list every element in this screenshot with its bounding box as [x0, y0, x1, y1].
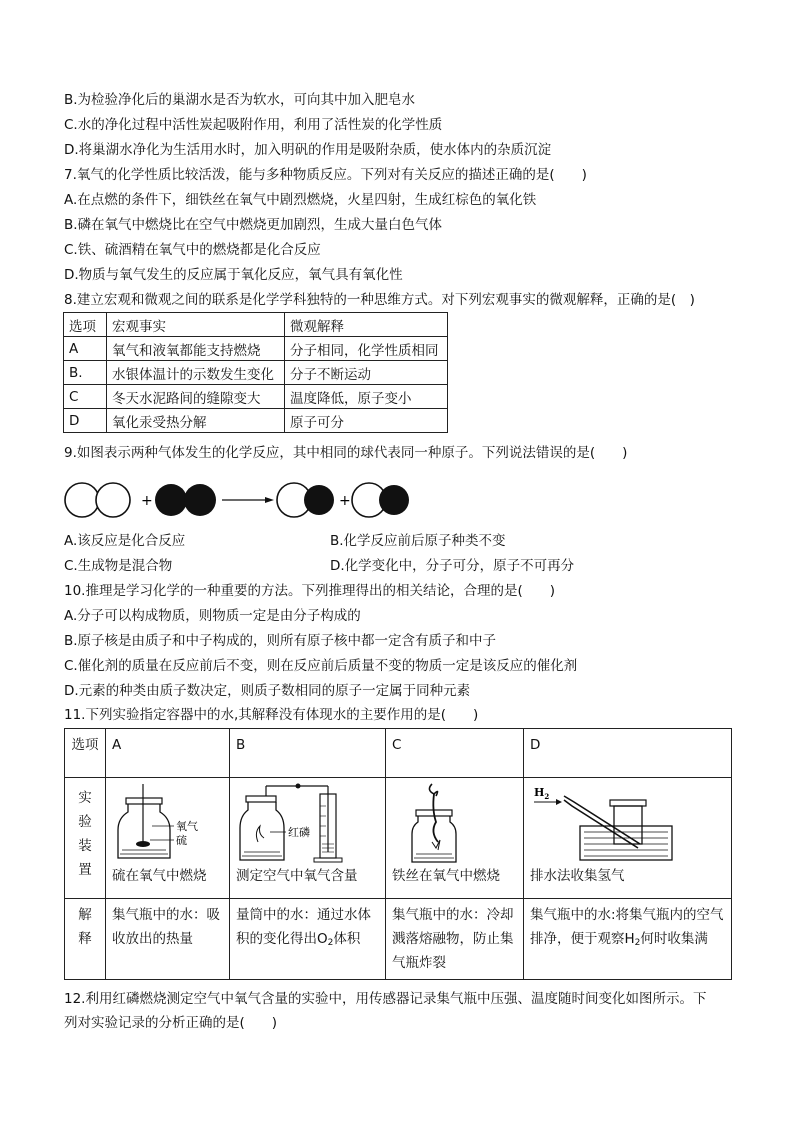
q10-option-c: C.催化剂的质量在反应前后不变，则在反应前后质量不变的物质一定是该反应的催化剂	[64, 658, 578, 674]
q12-stem-line-1: 12.利用红磷燃烧测定空气中氧气含量的实验中，用传感器记录集气瓶中压强、温度随时间变化如图所示。下	[64, 991, 707, 1007]
table-header-cell: 微观解释	[285, 313, 448, 337]
table-header-cell: 选项	[64, 313, 107, 337]
row-label-text: 选项	[71, 737, 99, 753]
table-cell: D	[524, 729, 732, 778]
plus-sign: +	[141, 493, 153, 509]
subscript: 2	[634, 938, 641, 948]
apparatus-cell-b	[230, 778, 386, 899]
explanation-text: 集气瓶中的水:将集气瓶内的空气排净，便于观察H	[530, 907, 724, 947]
reaction-arrow	[222, 497, 274, 503]
product-molecule-2	[352, 483, 409, 517]
table-row	[65, 778, 732, 899]
q11-stem: 11.下列实验指定容器中的水,其解释没有体现水的主要作用的是( )	[64, 707, 479, 723]
q9-reaction-diagram	[60, 478, 420, 526]
q9-option-b: B.化学反应前后原子种类不变	[330, 533, 506, 549]
explanation-tail: 何时收集满	[640, 931, 708, 947]
hydrogen-collection-figure	[530, 782, 724, 864]
reactant-molecule-black	[155, 484, 216, 516]
row-label-apparatus	[65, 778, 106, 899]
q8-stem: 8.建立宏观和微观之间的联系是化学学科独特的一种思维方式。对下列宏观事实的微观解释，正确的是( )	[64, 292, 695, 308]
apparatus-caption: 排水法收集氢气	[530, 868, 625, 884]
table-row	[64, 385, 448, 409]
table-cell: 冬天水泥路间的缝隙变大	[107, 385, 285, 409]
table-cell: B	[230, 729, 386, 778]
q9-option-a: A.该反应是化合反应	[64, 533, 186, 549]
table-cell: 分子相同，化学性质相同	[285, 337, 448, 361]
explanation-cell: 集气瓶中的水：冷却溅落熔融物，防止集气瓶炸裂	[386, 899, 524, 980]
q11-table	[64, 728, 732, 980]
iron-wire-figure	[392, 782, 512, 864]
q7-option-d: D.物质与氧气发生的反应属于氧化反应，氧气具有氧化性	[64, 267, 403, 283]
table-row	[64, 409, 448, 433]
table-row	[65, 899, 732, 980]
product-molecule-1	[277, 483, 334, 517]
explanation-cell	[524, 899, 732, 980]
table-cell: D	[64, 409, 107, 433]
explanation-cell	[230, 899, 386, 980]
subscript: 2	[327, 938, 334, 948]
table-cell: 氧气和液氧都能支持燃烧	[107, 337, 285, 361]
h2-label: $H_2$	[534, 786, 550, 801]
q12-stem-line-2: 列对实验记录的分析正确的是( )	[64, 1015, 278, 1031]
q6-option-d: D.将巢湖水净化为生活用水时，加入明矾的作用是吸附杂质，使水体内的杂质沉淀	[64, 142, 552, 158]
q6-option-b: B.为检验净化后的巢湖水是否为软水，可向其中加入肥皂水	[64, 92, 416, 108]
table-cell: C	[64, 385, 107, 409]
table-cell: 温度降低，原子变小	[285, 385, 448, 409]
sulfur-combustion-figure	[112, 782, 222, 864]
table-cell: 水银体温计的示数发生变化	[107, 361, 285, 385]
q7-option-b: B.磷在氧气中燃烧比在空气中燃烧更加剧烈，生成大量白色气体	[64, 217, 443, 233]
apparatus-caption: 测定空气中氧气含量	[236, 868, 358, 884]
explanation-cell: 集气瓶中的水：吸收放出的热量	[106, 899, 230, 980]
q10-option-d: D.元素的种类由质子数决定，则质子数相同的原子一定属于同种元素	[64, 683, 471, 699]
plus-sign: +	[339, 493, 351, 509]
q10-stem: 10.推理是学习化学的一种重要的方法。下列推理得出的相关结论，合理的是( )	[64, 583, 556, 599]
explanation-tail: 体积	[333, 931, 361, 947]
table-row	[64, 337, 448, 361]
q8-table	[63, 312, 448, 433]
table-header-cell: 宏观事实	[107, 313, 285, 337]
table-row	[65, 729, 732, 778]
reactant-molecule-white	[65, 483, 130, 517]
q10-option-a: A.分子可以构成物质，则物质一定是由分子构成的	[64, 608, 361, 624]
q7-option-a: A.在点燃的条件下，细铁丝在氧气中剧烈燃烧，火星四射，生成红棕色的氧化铁	[64, 192, 537, 208]
table-row	[64, 361, 448, 385]
table-cell: 分子不断运动	[285, 361, 448, 385]
apparatus-cell-c	[386, 778, 524, 899]
q10-option-b: B.原子核是由质子和中子构成的，则所有原子核中都一定含有质子和中子	[64, 633, 497, 649]
apparatus-caption: 铁丝在氧气中燃烧	[392, 868, 500, 884]
apparatus-caption: 硫在氧气中燃烧	[112, 868, 207, 884]
q6-option-c: C.水的净化过程中活性炭起吸附作用，利用了活性炭的化学性质	[64, 117, 443, 133]
table-cell: B.	[64, 361, 107, 385]
row-label-text: 解释	[78, 907, 92, 947]
q9-stem: 9.如图表示两种气体发生的化学反应，其中相同的球代表同一种原子。下列说法错误的是( )	[64, 445, 628, 461]
sulfur-label: 硫	[176, 834, 187, 847]
phosphorus-label: 红磷	[288, 826, 310, 839]
table-cell: C	[386, 729, 524, 778]
oxygen-content-figure	[236, 782, 378, 864]
apparatus-cell-d	[524, 778, 732, 899]
q7-option-c: C.铁、硫酒精在氧气中的燃烧都是化合反应	[64, 242, 321, 258]
table-cell: 原子可分	[285, 409, 448, 433]
row-label-text: 实验装置	[78, 790, 92, 878]
q9-option-d: D.化学变化中，分子可分，原子不可再分	[330, 558, 575, 574]
table-header-row	[64, 313, 448, 337]
table-cell: A	[64, 337, 107, 361]
row-label-option	[65, 729, 106, 778]
row-label-explanation	[65, 899, 106, 980]
q9-option-c: C.生成物是混合物	[64, 558, 173, 574]
explanation-text: 量筒中的水：通过水体积的变化得出O	[236, 907, 371, 947]
table-cell: 氧化汞受热分解	[107, 409, 285, 433]
q7-stem: 7.氧气的化学性质比较活泼，能与多种物质反应。下列对有关反应的描述正确的是( )	[64, 167, 587, 183]
table-cell: A	[106, 729, 230, 778]
apparatus-cell-a	[106, 778, 230, 899]
oxygen-label: 氧气	[176, 820, 198, 833]
